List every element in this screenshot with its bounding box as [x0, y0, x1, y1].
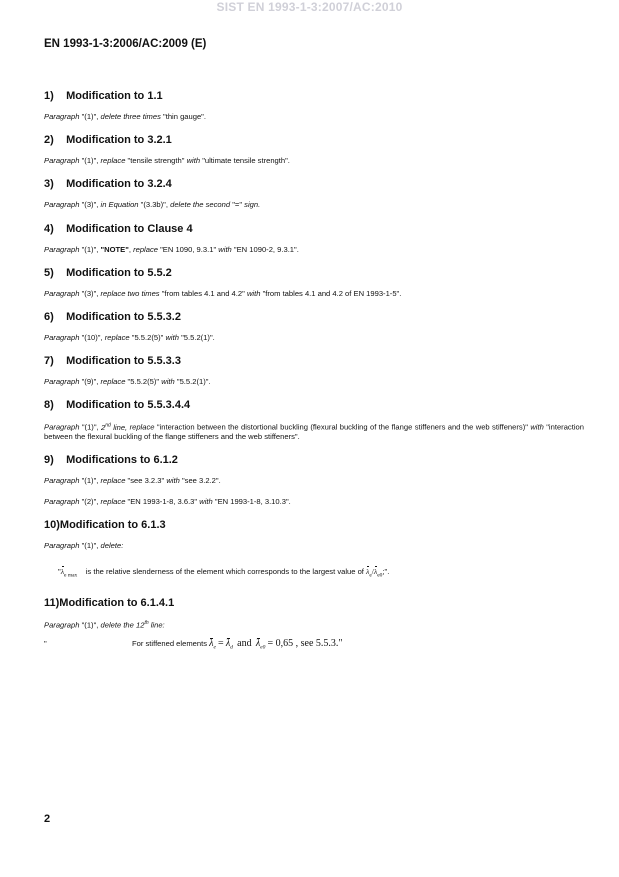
and-word: and [237, 638, 252, 650]
section-title: Modification to Clause 4 [66, 222, 193, 235]
section-number: 6) [44, 311, 54, 324]
section-heading [44, 399, 584, 411]
lambda-symbol: λ [255, 638, 261, 650]
instruction-paragraph [44, 289, 584, 298]
section-heading [44, 267, 584, 279]
quoted-text: "from tables 4.1 and 4.2 of EN 1993-1-5". [262, 288, 402, 298]
word-paragraph: Paragraph [44, 200, 80, 210]
document-id: EN 1993-1-3:2006/AC:2009 (E) [44, 38, 207, 50]
section-number: 8) [44, 399, 54, 412]
section-heading [44, 355, 584, 367]
line-ref [101, 423, 127, 432]
word-replace: replace [100, 496, 126, 506]
para-ref: "(10)", [81, 333, 103, 343]
section-5 [44, 267, 584, 298]
para-ref: "(1)", [81, 422, 99, 432]
quoted-text: "(3.3b)", [140, 200, 168, 210]
quoted-text: "5.5.2(5)" [127, 377, 160, 387]
word-paragraph: Paragraph [44, 333, 80, 343]
instruction-verb: sign. [244, 200, 261, 210]
word-with: with [165, 333, 179, 343]
quoted-text: "interaction between the distortional buckling (flexural buckling of the flange stiffeners and the web stiffeners)" [156, 422, 528, 432]
quoted-text: "EN 1090, 9.3.1" [160, 244, 217, 254]
section-heading [44, 454, 584, 466]
section-2 [44, 134, 584, 165]
formula-text: is the relative slenderness of the element which corresponds to the largest value of [85, 566, 364, 576]
comma: , [128, 244, 131, 254]
word-with: with [186, 156, 201, 166]
instruction-verb: in Equation [100, 200, 139, 210]
section-11 [44, 597, 584, 654]
lambda-subscript: e0 [260, 644, 266, 651]
section-6 [44, 311, 584, 342]
word-paragraph: Paragraph [44, 112, 80, 121]
section-1 [44, 90, 584, 121]
instruction-paragraph [44, 112, 584, 121]
word-with: with [199, 496, 213, 506]
section-title: Modification to 3.2.4 [66, 178, 172, 191]
lambda-subscript: d [230, 644, 233, 651]
quoted-text: "tensile strength" [127, 156, 185, 166]
word-with: with [530, 422, 544, 432]
instruction-paragraph [44, 541, 584, 550]
watermark: SIST EN 1993-1-3:2007/AC:2010 [216, 0, 403, 14]
quote-mark: " [58, 566, 61, 576]
word-paragraph: Paragraph [44, 244, 80, 254]
lambda-symbol: λ [225, 638, 231, 650]
page-number: 2 [44, 813, 51, 825]
section-number: 4) [44, 222, 54, 235]
word-with: with [218, 244, 232, 254]
section-title: Modification to 6.1.4.1 [59, 596, 175, 609]
section-title: Modification to 1.1 [66, 90, 163, 102]
formula-content [132, 639, 343, 653]
lambda-symbol: λ [209, 638, 214, 650]
quote-mark: ;". [382, 566, 390, 576]
quoted-text: "see 3.2.3" [127, 476, 165, 486]
instruction-paragraph [44, 200, 584, 209]
content [44, 90, 584, 653]
section-heading [44, 311, 584, 323]
formula-line [44, 567, 584, 581]
para-ref: "(9)", [81, 377, 99, 387]
section-title: Modification to 5.5.3.4.4 [66, 399, 191, 412]
lambda-symbol: λ [366, 566, 370, 576]
section-heading [44, 597, 584, 609]
instruction-verb: line: [150, 620, 165, 630]
line-word: line, [113, 422, 128, 432]
word-replace: replace [133, 244, 158, 254]
para-ref: "(1)", [81, 244, 99, 254]
section-7 [44, 355, 584, 386]
quoted-text: "ultimate tensile strength". [202, 156, 290, 166]
ordinal-suffix: th [144, 619, 149, 626]
para-ref: "(1)", [81, 620, 99, 630]
para-ref: "(1)", [81, 540, 99, 550]
instruction-verb: delete the 12 [100, 620, 145, 630]
section-8 [44, 399, 584, 441]
quote-mark: " [44, 639, 47, 649]
section-number: 9) [44, 454, 54, 467]
quoted-text: "interaction between the flexural buckling of the flange stiffeners and the web stiffeners". [44, 422, 584, 442]
word-paragraph: Paragraph [44, 422, 80, 432]
equals-sign: = [218, 638, 224, 650]
lambda-subscript: e [213, 644, 216, 651]
word-with: with [166, 476, 180, 486]
section-title: Modification to 5.5.3.2 [66, 311, 181, 324]
instruction-verb: delete the second [170, 200, 231, 210]
slash: / [371, 566, 374, 576]
word-with: with [246, 288, 261, 298]
section-number: 5) [44, 266, 54, 279]
note-ref: "NOTE" [100, 244, 129, 254]
word-replace: replace [100, 156, 126, 166]
section-heading [44, 134, 584, 146]
quoted-text: "see 3.2.2". [181, 476, 221, 486]
instruction-paragraph [44, 245, 584, 254]
quoted-text: "thin gauge". [163, 112, 206, 121]
quoted-text: "EN 1090-2, 9.3.1". [233, 244, 299, 254]
quoted-text: "=" [232, 200, 243, 210]
section-4 [44, 223, 584, 254]
section-number: 3) [44, 178, 54, 191]
instruction-paragraph [44, 377, 584, 386]
section-title: Modifications to 6.1.2 [66, 454, 178, 467]
lambda-subscript: e0 [377, 572, 383, 579]
lambda-subscript: e max [64, 572, 78, 579]
section-title: Modification to 5.5.2 [66, 266, 172, 279]
quoted-text: "EN 1993-1-8, 3.6.3" [127, 496, 198, 506]
word-with: with [161, 377, 175, 387]
lambda-symbol: λ [60, 566, 64, 576]
section-3 [44, 178, 584, 209]
word-paragraph: Paragraph [44, 496, 80, 506]
formula-text: For stiffened elements [132, 639, 207, 649]
instruction-verb: replace two times [100, 288, 160, 298]
formula-value: = 0,65 , see 5.5.3. [267, 638, 339, 650]
section-number: 1) [44, 90, 54, 102]
word-paragraph: Paragraph [44, 288, 80, 298]
section-number: 10) [44, 518, 60, 531]
word-paragraph: Paragraph [44, 540, 80, 550]
section-title: Modification to 5.5.3.3 [66, 355, 181, 368]
section-10 [44, 519, 584, 581]
word-paragraph: Paragraph [44, 620, 80, 630]
section-heading [44, 223, 584, 235]
ordinal-suffix: nd [105, 422, 111, 429]
lambda-subscript: e [369, 572, 372, 579]
para-ref: "(3)", [81, 288, 99, 298]
section-title: Modification to 3.2.1 [66, 134, 172, 147]
instruction-paragraph [44, 156, 584, 165]
word-paragraph: Paragraph [44, 156, 80, 166]
quoted-text: "5.5.2(1)". [181, 333, 215, 343]
quoted-text: "EN 1993-1-8, 3.10.3". [214, 496, 291, 506]
line-number: 2 [101, 422, 106, 432]
section-heading [44, 90, 584, 102]
instruction-paragraph [44, 476, 584, 485]
para-ref: "(2)", [81, 496, 99, 506]
formula-line [44, 639, 584, 653]
instruction-paragraph [44, 497, 584, 506]
section-heading [44, 519, 584, 531]
word-replace: replace [104, 333, 130, 343]
section-heading [44, 178, 584, 190]
section-title: Modification to 6.1.3 [59, 518, 166, 531]
quoted-text: "from tables 4.1 and 4.2" [161, 288, 245, 298]
para-ref: "(1)", [81, 476, 99, 486]
word-delete: delete: [100, 540, 124, 550]
word-replace: replace [129, 422, 155, 432]
quote-mark: " [338, 638, 343, 650]
word-paragraph: Paragraph [44, 476, 80, 486]
instruction-paragraph [44, 619, 584, 630]
word-replace: replace [100, 476, 126, 486]
para-ref: "(1)", [81, 156, 99, 166]
para-ref: "(3)", [81, 200, 99, 210]
quoted-text: "5.5.2(5)" [131, 333, 164, 343]
section-number: 11) [44, 596, 60, 609]
word-paragraph: Paragraph [44, 377, 80, 387]
word-replace: replace [100, 377, 126, 387]
quoted-text: "5.5.2(1)". [176, 377, 211, 387]
section-9 [44, 454, 584, 505]
section-number: 7) [44, 355, 54, 368]
instruction-verb: delete three times [100, 112, 161, 121]
section-number: 2) [44, 134, 54, 147]
para-ref: "(1)", [81, 112, 99, 121]
instruction-paragraph [44, 333, 584, 342]
lambda-symbol: λ [373, 566, 378, 576]
instruction-paragraph [44, 421, 584, 441]
